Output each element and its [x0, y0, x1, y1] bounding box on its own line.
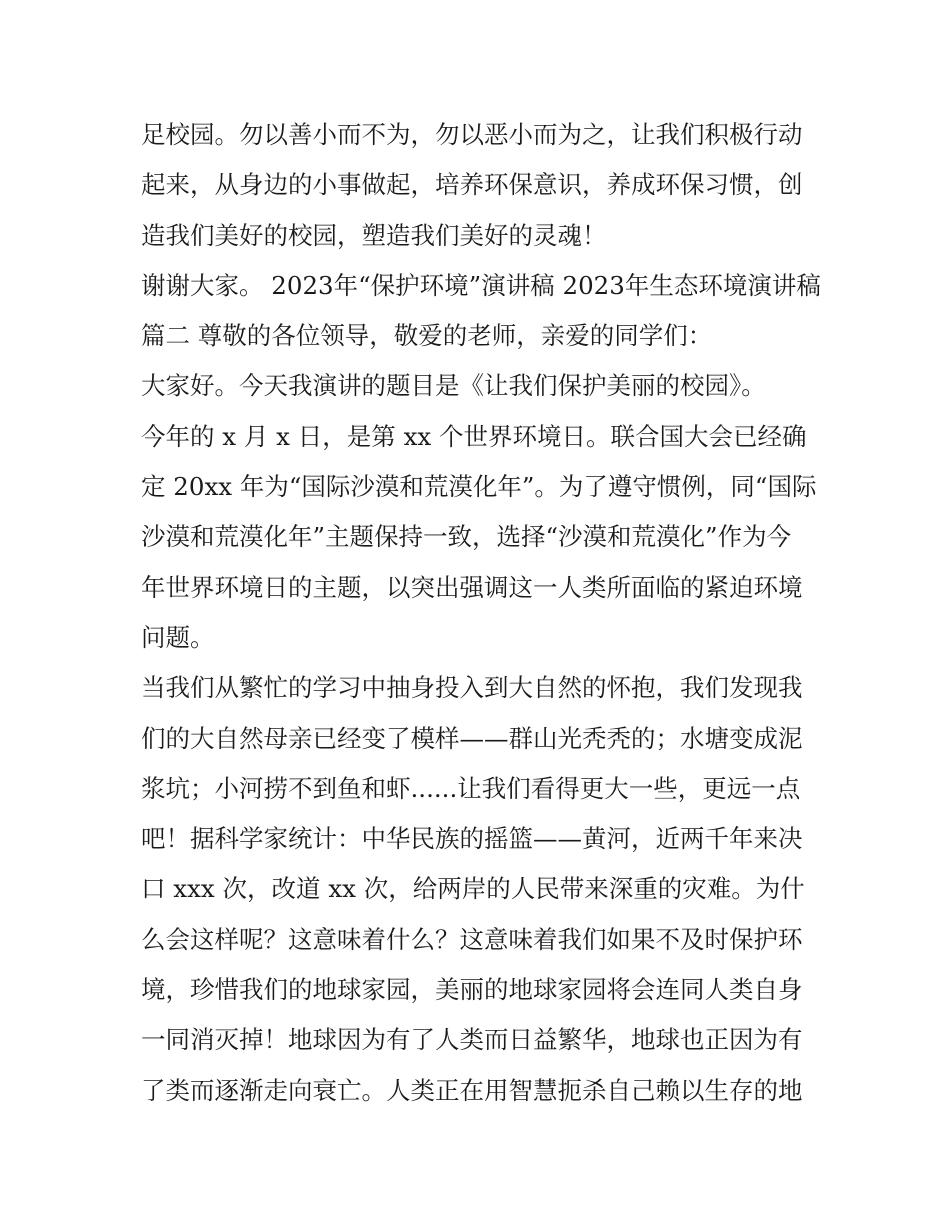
text-line: 大家好。今天我演讲的题目是《让我们保护美丽的校园》。	[141, 371, 766, 401]
text-line: 境，珍惜我们的地球家园，美丽的地球家园将会连同人类自身	[141, 975, 803, 1005]
text-line: 起来，从身边的小事做起，培养环保意识，养成环保习惯，创	[141, 170, 803, 200]
text-line: 浆坑；小河捞不到鱼和虾......让我们看得更大一些，更远一点	[141, 773, 801, 803]
text-line: 么会这样呢？这意味着什么？这意味着我们如果不及时保护环	[141, 924, 803, 954]
text-line: 吧！据科学家统计：中华民族的摇篮——黄河，近两千年来决	[141, 824, 803, 854]
text-line: 谢谢大家。 2023年“保护环境”演讲稿 2023年生态环境演讲稿	[141, 270, 821, 300]
text-line: 当我们从繁忙的学习中抽身投入到大自然的怀抱，我们发现我	[141, 673, 803, 703]
text-line: 造我们美好的校园，塑造我们美好的灵魂！	[141, 220, 607, 250]
text-line: 定 20xx 年为“国际沙漠和荒漠化年”。为了遵守惯例，同“国际	[141, 472, 817, 502]
text-line: 一同消灭掉！地球因为有了人类而日益繁华，地球也正因为有	[141, 1025, 803, 1055]
document-body	[141, 110, 821, 1116]
text-line: 足校园。勿以善小而不为，勿以恶小而为之，让我们积极行动	[141, 120, 803, 149]
text-line: 篇二 尊敬的各位领导，敬爱的老师，亲爱的同学们：	[141, 321, 713, 351]
text-line: 了类而逐渐走向衰亡。人类正在用智慧扼杀自己赖以生存的地	[141, 1075, 803, 1105]
text-line: 问题。	[141, 622, 215, 652]
text-line: 沙漠和荒漠化年”主题保持一致，选择“沙漠和荒漠化”作为今	[141, 522, 792, 552]
text-line: 今年的 x 月 x 日，是第 xx 个世界环境日。联合国大会已经确	[141, 421, 807, 451]
text-line: 们的大自然母亲已经变了模样——群山光秃秃的；水塘变成泥	[141, 723, 803, 753]
text-line: 口 xxx 次，改道 xx 次，给两岸的人民带来深重的灾难。为什	[141, 874, 805, 904]
text-line: 年世界环境日的主题，以突出强调这一人类所面临的紧迫环境	[141, 572, 803, 602]
